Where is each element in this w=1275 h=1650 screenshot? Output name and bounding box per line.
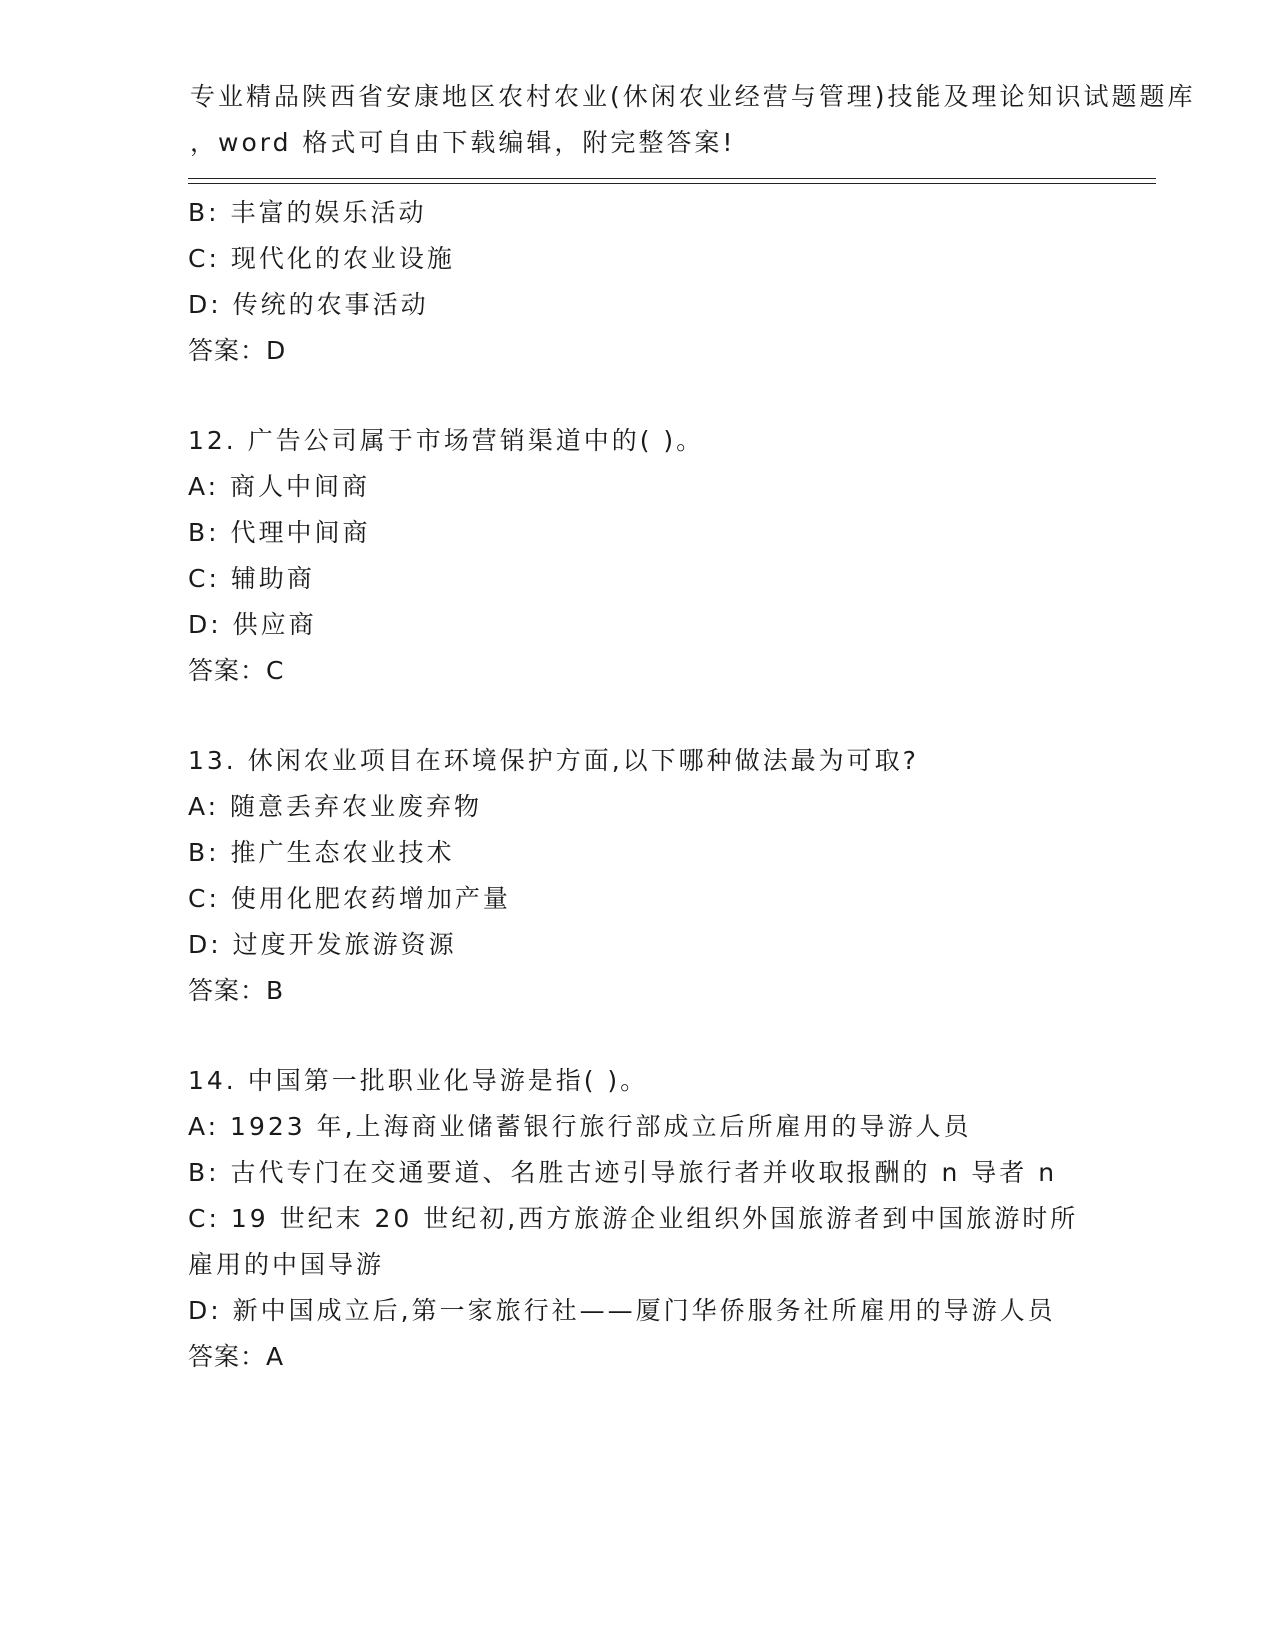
question-list [188, 190, 1088, 1380]
question-11 [188, 190, 1088, 374]
header-rule-bottom [188, 183, 1156, 184]
spacer [188, 694, 1088, 738]
header-title-line1: 专业精品陕西省安康地区农村农业(休闲农业经营与管理)技能及理论知识试题题库 [190, 82, 1196, 111]
option-a: A: 商人中间商 [188, 472, 371, 501]
header-title-line2: ，word 格式可自由下载编辑，附完整答案! [190, 128, 736, 157]
question-14 [188, 1058, 1088, 1380]
answer: 答案：B [188, 976, 285, 1005]
option-a: A: 随意丢弃农业废弃物 [188, 792, 483, 821]
option-b: B: 古代专门在交通要道、名胜古迹引导旅行者并收取报酬的 n 导者 n [188, 1158, 1058, 1187]
option-c: C: 现代化的农业设施 [188, 244, 455, 273]
option-d: D: 新中国成立后,第一家旅行社——厦门华侨服务社所雇用的导游人员 [188, 1296, 1056, 1325]
question-text: 14. 中国第一批职业化导游是指( )。 [188, 1066, 649, 1095]
question-13 [188, 738, 1088, 1014]
option-c: C: 19 世纪末 20 世纪初,西方旅游企业组织外国旅游者到中国旅游时所雇用的中国导游 [188, 1204, 1079, 1279]
answer: 答案：C [188, 656, 285, 685]
spacer [188, 374, 1088, 418]
option-b: B: 推广生态农业技术 [188, 838, 455, 867]
option-b: B: 代理中间商 [188, 518, 371, 547]
option-b: B: 丰富的娱乐活动 [188, 198, 427, 227]
document-header [190, 74, 1196, 166]
option-c: C: 使用化肥农药增加产量 [188, 884, 511, 913]
option-d: D: 供应商 [188, 610, 317, 639]
question-text: 13. 休闲农业项目在环境保护方面,以下哪种做法最为可取? [188, 746, 919, 775]
answer: 答案：A [188, 1342, 285, 1371]
spacer [188, 1014, 1088, 1058]
option-a: A: 1923 年,上海商业储蓄银行旅行部成立后所雇用的导游人员 [188, 1112, 972, 1141]
option-c: C: 辅助商 [188, 564, 315, 593]
question-text: 12. 广告公司属于市场营销渠道中的( )。 [188, 426, 705, 455]
header-rule-top [188, 178, 1156, 179]
option-d: D: 过度开发旅游资源 [188, 930, 457, 959]
option-d: D: 传统的农事活动 [188, 290, 429, 319]
question-12 [188, 418, 1088, 694]
answer: 答案：D [188, 336, 287, 365]
